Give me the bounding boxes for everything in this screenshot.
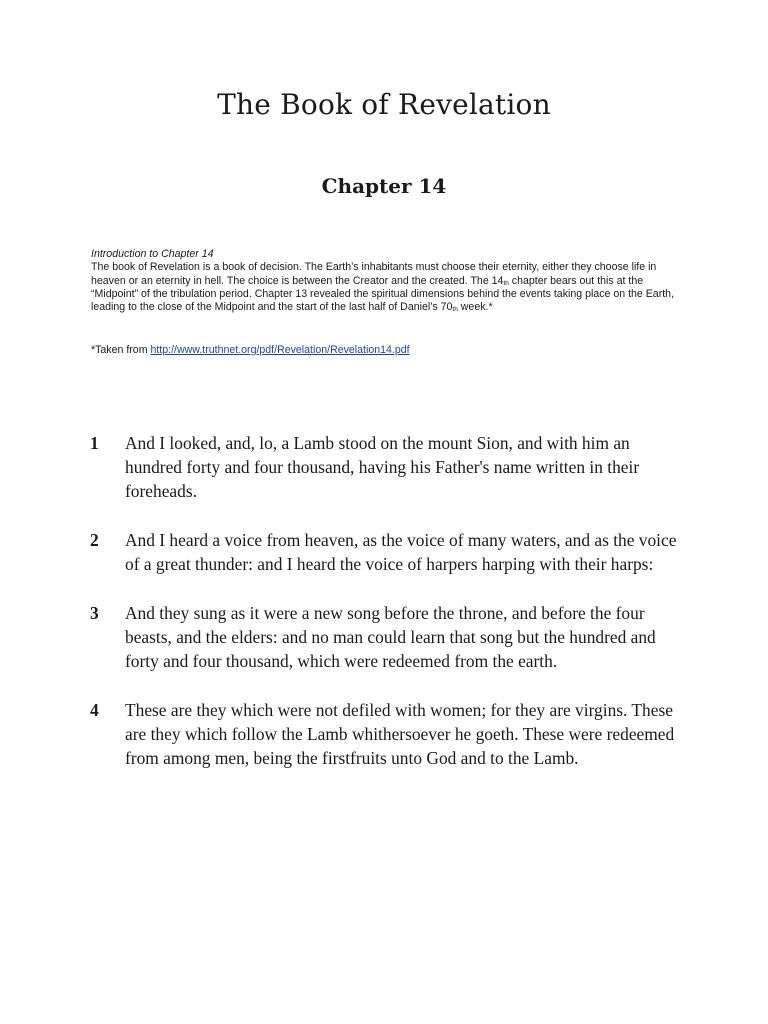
- source-link[interactable]: http://www.truthnet.org/pdf/Revelation/Revelation14.pdf: [150, 344, 410, 356]
- intro-ordinal-1: th: [503, 279, 509, 287]
- introduction-section: [91, 248, 681, 314]
- source-citation: [91, 344, 410, 356]
- verse-text: And I looked, and, lo, a Lamb stood on the mount Sion, and with him an hundred forty and four thousand, having his Father's name written in their foreheads.: [125, 433, 640, 501]
- verse-item: [90, 431, 690, 503]
- verse-text: And they sung as it were a new song before the throne, and before the four beasts, and the elders: and no man could learn that song but the hundred and forty and four thousand, which were redeemed from the earth.: [125, 603, 656, 671]
- verse-number: 3: [90, 603, 99, 623]
- verse-text: These are they which were not defiled with women; for they are virgins. These are they which follow the Lamb whithersoever he goeth. These were redeemed from among men, being the firstfruits unto God and to the Lamb.: [125, 700, 675, 768]
- intro-text-1: The book of Revelation is a book of decision. The Earth’s inhabitants must choose their eternity, either they choose life in heaven or an eternity in hell. The choice is between the Creator and the created. The 14: [91, 261, 657, 287]
- intro-ordinal-2: th: [452, 306, 458, 314]
- verse-item: [90, 698, 690, 770]
- verse-number: 2: [90, 530, 99, 550]
- verse-item: [90, 528, 690, 576]
- verse-number: 4: [90, 700, 99, 720]
- verse-item: [90, 601, 690, 673]
- verse-number: 1: [90, 433, 99, 453]
- intro-heading: Introduction to Chapter 14: [91, 248, 214, 260]
- intro-text-3: week.*: [457, 301, 493, 314]
- intro-body: [91, 261, 681, 314]
- verse-list: [90, 431, 690, 795]
- document-title: The Book of Revelation: [217, 88, 551, 121]
- verse-text: And I heard a voice from heaven, as the voice of many waters, and as the voice of a great thunder: and I heard the voice of harpers harping with their harps:: [125, 530, 677, 574]
- intro-text-2: chapter bears out this at the “Midpoint” of the tribulation period. Chapter 13 revealed the spiritual dimensions behind the events taking place on the Earth, leading to the close of the Midpoint and the start of the last half of Daniel’s 70: [91, 274, 675, 314]
- chapter-heading: Chapter 14: [321, 174, 447, 198]
- source-prefix: *Taken from: [91, 344, 151, 356]
